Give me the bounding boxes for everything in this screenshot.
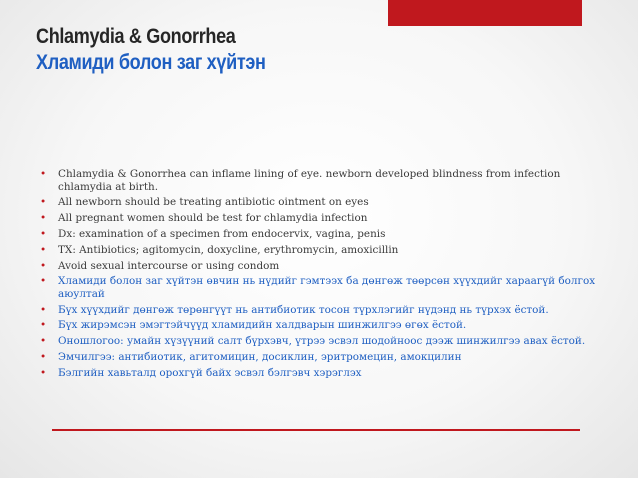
bullet-item — [40, 367, 610, 380]
bullet-item — [40, 244, 610, 257]
title-mongolian: Хламиди болон заг хүйтэн — [36, 51, 266, 74]
bullet-text: Бүх хүүхдийг дөнгөж төрөнгүүт нь антибиотик тосон түрхлэгийг нүдэнд нь түрхэх ёстой. — [58, 303, 549, 316]
bullet-text: Avoid sexual intercourse or using condom — [58, 259, 280, 272]
bullet-item — [40, 275, 610, 300]
bullet-item — [40, 335, 610, 348]
title-english: Chlamydia & Gonorrhea — [36, 25, 236, 48]
bullet-item — [40, 319, 610, 332]
bottom-divider — [52, 429, 580, 431]
bullet-dot-icon: • — [40, 243, 47, 256]
bullet-dot-icon: • — [40, 196, 47, 209]
bullet-text: TX: Antibiotics; agitomycin, doxycline, erythromycin, amoxicillin — [58, 243, 399, 256]
slide-title — [36, 24, 303, 76]
bullet-text: Бэлгийн хавьталд орохгүй байх эсвэл бэлгэвч хэрэглэх — [58, 366, 362, 379]
bullet-item — [40, 196, 610, 209]
bullet-item — [40, 304, 610, 317]
bullet-dot-icon: • — [40, 335, 47, 348]
bullet-text: All pregnant women should be test for chlamydia infection — [58, 212, 368, 225]
bullet-text: Chlamydia & Gonorrhea can inflame lining of eye. newborn developed blindness from infection chlamydia at birth. — [58, 168, 561, 193]
bullet-item — [40, 168, 610, 193]
bullet-item — [40, 260, 610, 273]
bullet-text: All newborn should be treating antibiotic ointment on eyes — [58, 196, 369, 209]
bullet-dot-icon: • — [40, 319, 47, 332]
bullet-dot-icon: • — [40, 351, 47, 363]
bullet-dot-icon: • — [40, 275, 47, 288]
bullet-text: Оношлогоо: умайн хүзүүний салт бүрхэвч, үтрээ эсвэл шодойноос дээж шинжилгээ авах ёстой. — [58, 335, 586, 348]
top-accent-bar — [388, 0, 582, 26]
bullet-dot-icon: • — [40, 227, 47, 240]
bullet-text: Хламиди болон заг хүйтэн өвчин нь нүдийг гэмтээх ба дөнгөж төөрсөн хүүхдийг хараагүй болгох аюултай — [58, 275, 596, 300]
bullet-item — [40, 351, 610, 364]
bullet-item — [40, 228, 610, 241]
bullet-dot-icon: • — [40, 303, 47, 316]
bullet-dot-icon: • — [40, 259, 47, 272]
bullet-list — [40, 168, 610, 383]
bullet-item — [40, 212, 610, 225]
bullet-text: Эмчилгээ: антибиотик, агитомицин, досиклин, эритромецин, амокцилин — [58, 351, 462, 363]
bullet-dot-icon: • — [40, 168, 47, 180]
bullet-text: Dx: examination of a specimen from endocervix, vagina, penis — [58, 227, 386, 240]
bullet-dot-icon: • — [40, 366, 47, 379]
bullet-dot-icon: • — [40, 212, 47, 225]
bullet-text: Бүх жирэмсэн эмэгтэйчүүд хламидийн халдварын шинжилгээ өгөх ёстой. — [58, 319, 467, 332]
